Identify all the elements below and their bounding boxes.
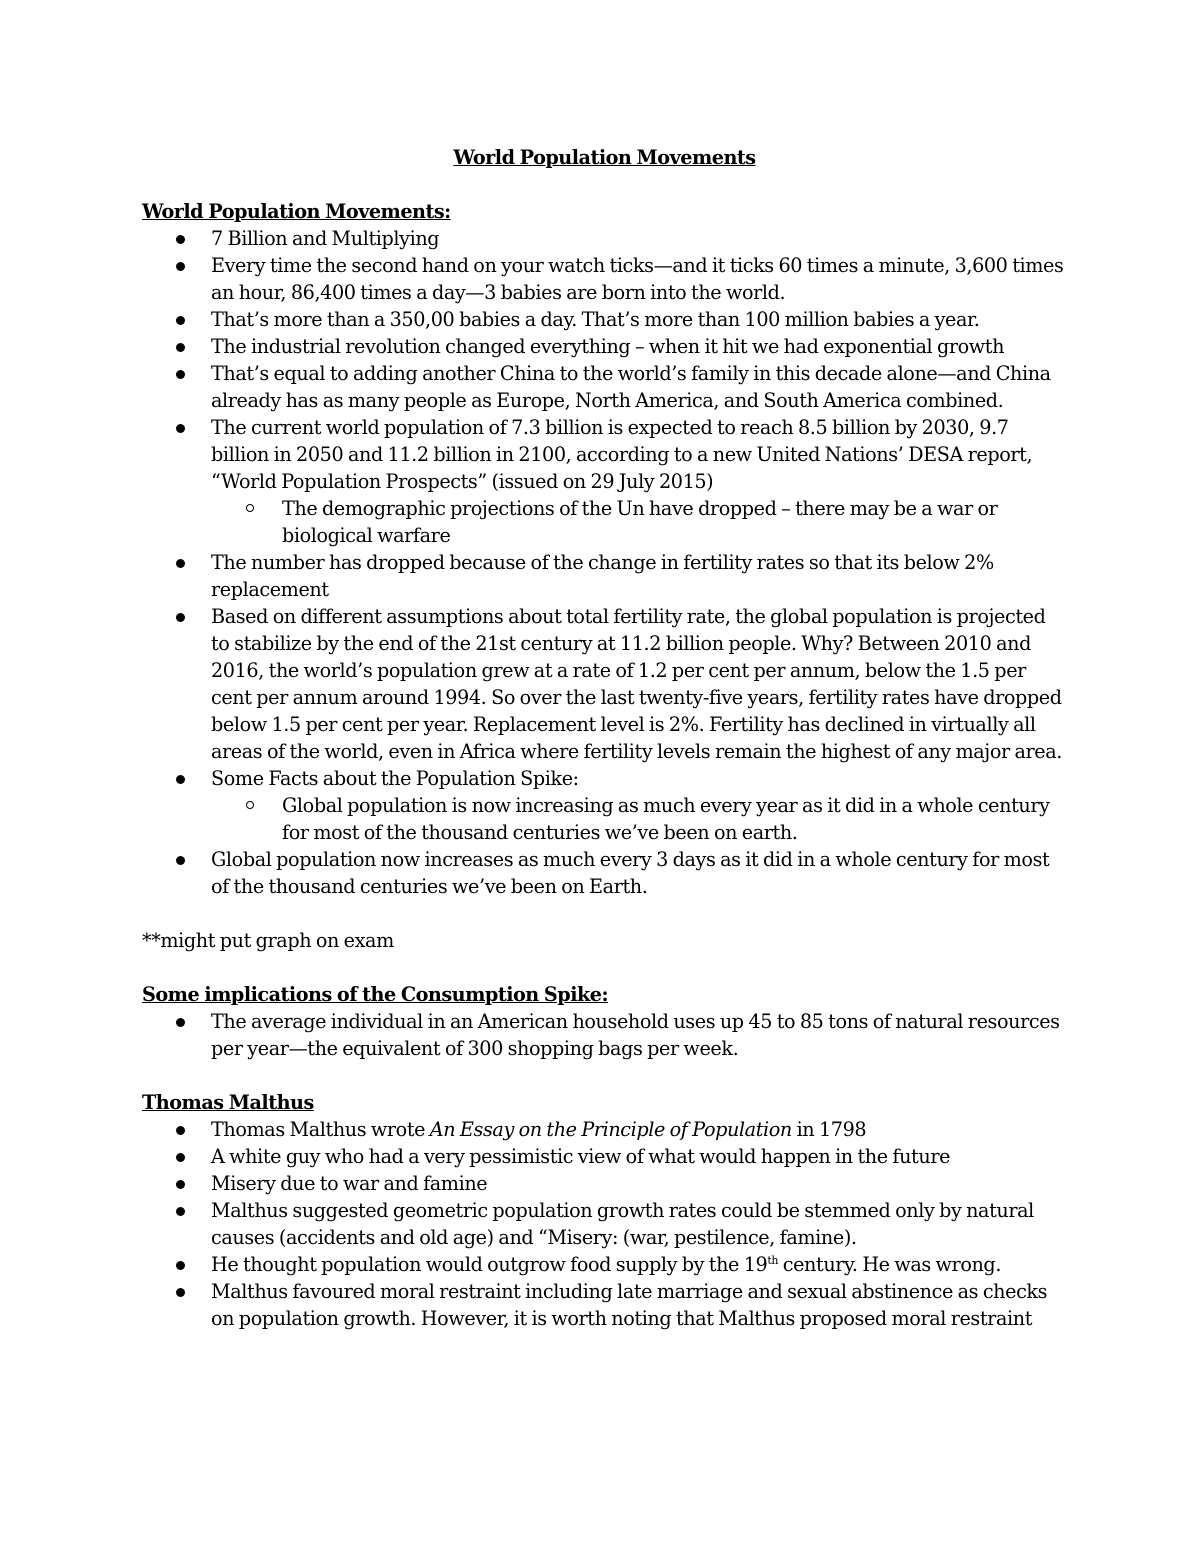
exam-note: **might put graph on exam (142, 929, 394, 952)
list-item-text: The number has dropped because of the change in fertility rates so that its below 2% replacement (211, 551, 994, 601)
list-item (142, 846, 1067, 900)
list-item (142, 1251, 1067, 1278)
bullet-icon (176, 1180, 185, 1189)
bullet-icon (176, 775, 185, 784)
section-heading-population: World Population Movements: (142, 200, 451, 223)
blank-line (142, 171, 1067, 198)
list-item (142, 1278, 1067, 1332)
bullet-icon (176, 559, 185, 568)
section-heading-malthus: Thomas Malthus (142, 1091, 314, 1114)
bullet-icon (176, 343, 185, 352)
list-item (142, 414, 1067, 549)
list-item (142, 360, 1067, 414)
list-item (142, 333, 1067, 360)
list-item (142, 549, 1067, 603)
bullet-icon (176, 1207, 185, 1216)
section-heading-consumption: Some implications of the Consumption Spike: (142, 983, 609, 1006)
sub-bullet-list (211, 495, 1067, 549)
list-item (142, 1116, 1067, 1143)
hollow-bullet-icon (246, 504, 254, 512)
list-item-text: Malthus suggested geometric population growth rates could be stemmed only by natural causes (accidents and old age) and “Misery: (war, pestilence, famine). (211, 1199, 1034, 1249)
bullet-icon (176, 1288, 185, 1297)
list-item (142, 1008, 1067, 1062)
list-item (142, 1197, 1067, 1251)
bullet-icon (176, 235, 185, 244)
bullet-icon (176, 1153, 185, 1162)
hollow-bullet-icon (246, 801, 254, 809)
sub-list-item-text: The demographic projections of the Un have dropped – there may be a war or biological warfare (282, 497, 998, 547)
population-bullet-list (142, 225, 1067, 900)
blank-line (142, 954, 1067, 981)
sub-bullet-list (211, 792, 1067, 846)
list-item-text: The average individual in an American household uses up 45 to 85 tons of natural resources per year—the equivalent of 300 shopping bags per week. (211, 1010, 1060, 1060)
list-item-text: Every time the second hand on your watch ticks—and it ticks 60 times a minute, 3,600 times an hour, 86,400 times a day—3 babies are born into the world. (211, 254, 1064, 304)
bullet-icon (176, 1126, 185, 1135)
blank-line (142, 1062, 1067, 1089)
list-item (142, 1143, 1067, 1170)
consumption-bullet-list (142, 1008, 1067, 1062)
list-item-text: century. He was wrong. (778, 1253, 1002, 1276)
bullet-icon (176, 370, 185, 379)
bullet-icon (176, 262, 185, 271)
sub-list-item-text: Global population is now increasing as much every year as it did in a whole century for most of the thousand centuries we’ve been on earth. (282, 794, 1050, 844)
bullet-icon (176, 613, 185, 622)
list-item (142, 225, 1067, 252)
list-item-text: Based on different assumptions about total fertility rate, the global population is projected to stabilize by the end of the 21st century at 11.2 billion people. Why? Between 2010 and 2016, the world’s population grew at a rate of 1.2 per cent per annum, below the 1.5 per cent per annum around 1994. So over the last twenty-five years, fertility rates have dropped below 1.5 per cent per year. Replacement level is 2%. Fertility has declined in virtually all areas of the world, even in Africa where fertility levels remain the highest of any major area. (211, 605, 1062, 763)
list-item-text: Misery due to war and famine (211, 1172, 488, 1195)
list-item-text: Some Facts about the Population Spike: (211, 767, 579, 790)
list-item-text: The industrial revolution changed everything – when it hit we had exponential growth (211, 335, 1005, 358)
bullet-icon (176, 316, 185, 325)
bullet-icon (176, 424, 185, 433)
list-item-text: Malthus favoured moral restraint including late marriage and sexual abstinence as checks on population growth. However, it is worth noting that Malthus proposed moral restraint (211, 1280, 1048, 1330)
list-item (142, 1170, 1067, 1197)
bullet-icon (176, 856, 185, 865)
document-body (142, 144, 1067, 1332)
list-item (142, 306, 1067, 333)
list-item-text: A white guy who had a very pessimistic view of what would happen in the future (211, 1145, 951, 1168)
list-item-text: The current world population of 7.3 billion is expected to reach 8.5 billion by 2030, 9.7 billion in 2050 and 11.2 billion in 2100, according to a new United Nations’ DESA report, “World Population Prospects” (issued on 29 July 2015) (211, 416, 1033, 493)
list-item-text: Thomas Malthus wrote (211, 1118, 430, 1141)
list-item-text: in 1798 (791, 1118, 867, 1141)
superscript: th (767, 1254, 779, 1267)
bullet-icon (176, 1261, 185, 1270)
blank-line (142, 900, 1067, 927)
list-item-text: Global population now increases as much every 3 days as it did in a whole century for most of the thousand centuries we’ve been on Earth. (211, 848, 1050, 898)
list-item-text: He thought population would outgrow food supply by the 19 (211, 1253, 768, 1276)
list-item-text: That’s equal to adding another China to the world’s family in this decade alone—and China already has as many people as Europe, North America, and South America combined. (211, 362, 1051, 412)
list-item (142, 765, 1067, 846)
malthus-bullet-list (142, 1116, 1067, 1332)
essay-title: An Essay on the Principle of Population (429, 1118, 792, 1141)
sub-list-item (211, 792, 1067, 846)
bullet-icon (176, 1018, 185, 1027)
page-title: World Population Movements (453, 146, 756, 169)
list-item-text: 7 Billion and Multiplying (211, 227, 440, 250)
list-item (142, 252, 1067, 306)
sub-list-item (211, 495, 1067, 549)
list-item-text: That’s more than a 350,00 babies a day. That’s more than 100 million babies a year. (211, 308, 980, 331)
list-item (142, 603, 1067, 765)
